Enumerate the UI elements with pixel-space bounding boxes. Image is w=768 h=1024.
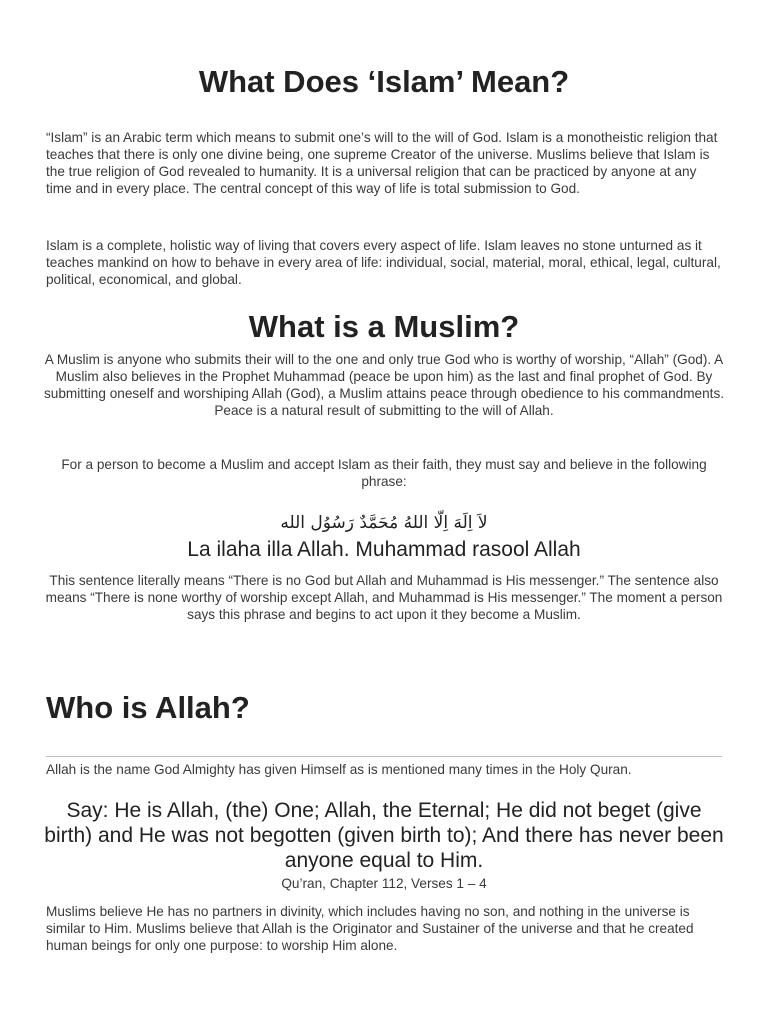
section-divider [46, 756, 722, 757]
shahada-transliteration: La ilaha illa Allah. Muhammad rasool Allah [187, 538, 581, 561]
heading-what-is-muslim: What is a Muslim? [248, 309, 520, 344]
quote-citation: Qu’ran, Chapter 112, Verses 1 – 4 [281, 876, 487, 891]
heading-islam-meaning: What Does ‘Islam’ Mean? [198, 64, 570, 99]
quran-quote: Say: He is Allah, (the) One; Allah, the Eternal; He did not beget (give birth) and He was not begotten (given birth to); And there has never been anyone equal to Him. [44, 799, 724, 872]
paragraph-islam-holistic: Islam is a complete, holistic way of living that covers every aspect of life. Islam leaves no stone unturned as it teaches mankind on how to behave in every area of life: individual, social, material, moral, ethical, legal, cultural, political, economical, and global. [46, 238, 721, 287]
paragraph-shahada-meaning: This sentence literally means “There is no God but Allah and Muhammad is His messenger.” The sentence also means “There is none worthy of worship except Allah, and Muhammad is His messenger.” The moment a person says this phrase and begins to act upon it they become a Muslim. [45, 573, 723, 622]
paragraph-become-muslim: For a person to become a Muslim and accept Islam as their faith, they must say and believe in the following phrase: [61, 457, 707, 489]
paragraph-allah-name: Allah is the name God Almighty has given Himself as is mentioned many times in the Holy Quran. [46, 762, 632, 777]
paragraph-muslim-definition: A Muslim is anyone who submits their will to the one and only true God who is worthy of worship, “Allah” (God). A Muslim also believes in the Prophet Muhammad (peace be upon him) as the last and final prophet of God. By submitting oneself and worshiping Allah (God), a Muslim attains peace through obedience to his commandments. Peace is a natural result of submitting to the will of Allah. [43, 352, 725, 418]
arabic-shahada: لاَ اِلَهَ اِلّا اللهُ مُحَمَّدٌ رَسُوُل الله [280, 513, 488, 533]
paragraph-islam-definition: “Islam” is an Arabic term which means to submit one’s will to the will of God. Islam is a monotheistic religion that teaches that there is only one divine being, one supreme Creator of the universe. Muslims believe that Islam is the true religion of God revealed to humanity. It is a universal religion that can be practiced by anyone at any time and in every place. The central concept of this way of life is total submission to God. [46, 130, 718, 196]
heading-who-is-allah: Who is Allah? [46, 690, 250, 725]
paragraph-allah-no-partners: Muslims believe He has no partners in divinity, which includes having no son, and nothing in the universe is similar to Him. Muslims believe that Allah is the Originator and Sustainer of the universe and that he created human beings for only one purpose: to worship Him alone. [46, 904, 694, 953]
